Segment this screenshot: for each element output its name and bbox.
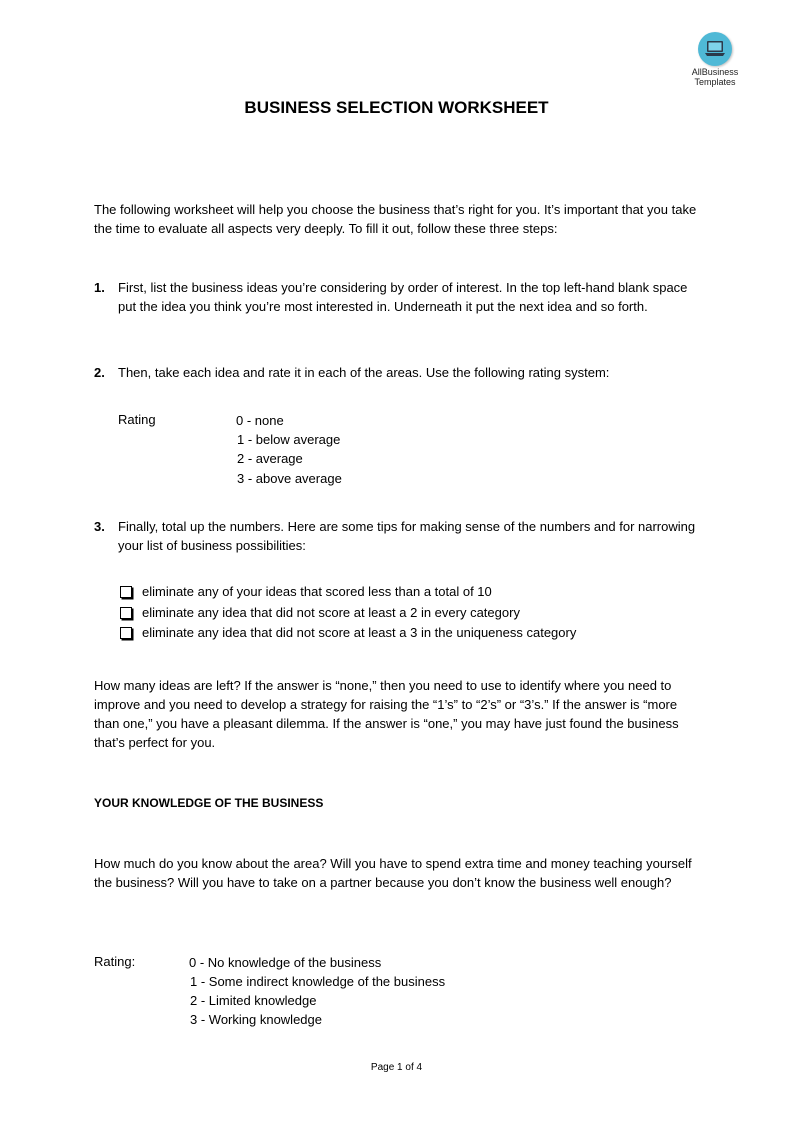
rating-level-1: 1 - below average (237, 432, 341, 447)
page-number: Page 1 of 4 (370, 1062, 423, 1073)
checkbox-icon[interactable] (120, 607, 132, 619)
logo-text (681, 67, 749, 87)
brand-logo (681, 32, 749, 87)
laptop-icon (698, 32, 732, 66)
tip-item (120, 584, 492, 599)
rating-label: Rating (118, 412, 156, 427)
section-heading: YOUR KNOWLEDGE OF THE BUSINESS (94, 796, 324, 810)
knowledge-level-0: 0 - No knowledge of the business (189, 955, 382, 970)
conclusion-paragraph: How many ideas are left? If the answer is “none,” then you need to use to identify where you need to improve and you need to develop a strategy for raising the “1’s” to “2’s” or “3’s.” If the answer is “more than one,” you have a pleasant dilemma. If the answer is “one,” you may have just found the business that’s perfect for you. (94, 678, 679, 750)
step-1-text: First, list the business ideas you’re considering by order of interest. In the top left-hand blank space put the idea you think you’re most interested in. Underneath it put the next idea and so forth. (118, 280, 688, 314)
knowledge-level-3: 3 - Working knowledge (190, 1012, 322, 1027)
checkbox-icon[interactable] (120, 627, 132, 639)
checkbox-icon[interactable] (120, 586, 132, 598)
knowledge-question: How much do you know about the area? Will you have to spend extra time and money teaching yourself the business? Will you have to take on a partner because you don’t know the business well enough? (94, 856, 692, 890)
knowledge-rating-label: Rating: (94, 954, 136, 969)
tip-text: eliminate any idea that did not score at least a 2 in every category (142, 605, 520, 620)
step-3-text: Finally, total up the numbers. Here are some tips for making sense of the numbers and for narrowing your list of business possibilities: (118, 519, 696, 553)
tip-text: eliminate any of your ideas that scored less than a total of 10 (142, 584, 492, 599)
tip-item (120, 605, 520, 620)
step-2-number: 2. (94, 365, 105, 380)
page-title: BUSINESS SELECTION WORKSHEET (244, 98, 549, 117)
tip-text: eliminate any idea that did not score at least a 3 in the uniqueness category (142, 625, 577, 640)
step-3-number: 3. (94, 519, 105, 534)
knowledge-level-2: 2 - Limited knowledge (190, 993, 317, 1008)
logo-line-2: Templates (694, 77, 736, 87)
tip-item (120, 625, 576, 640)
rating-level-0: 0 - none (236, 413, 284, 428)
step-2-text: Then, take each idea and rate it in each of the areas. Use the following rating system: (118, 365, 610, 380)
intro-paragraph: The following worksheet will help you choose the business that’s right for you. It’s important that you take the time to evaluate all aspects very deeply. To fill it out, follow these three steps: (94, 202, 697, 236)
knowledge-level-1: 1 - Some indirect knowledge of the business (190, 974, 446, 989)
rating-level-3: 3 - above average (237, 471, 342, 486)
rating-level-2: 2 - average (237, 451, 303, 466)
step-1-number: 1. (94, 280, 105, 295)
logo-line-1: AllBusiness (691, 67, 739, 77)
